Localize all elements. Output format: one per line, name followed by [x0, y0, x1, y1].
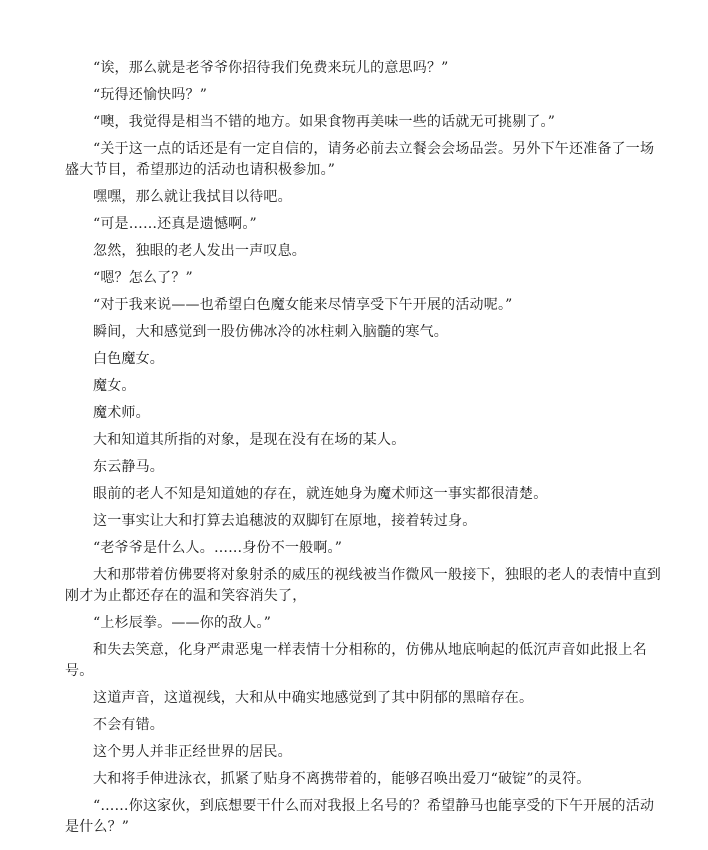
paragraph: 这道声音，这道视线，大和从中确实地感觉到了其中阴郁的黑暗存在。 [93, 690, 534, 706]
paragraph: “上杉辰拳。——你的敌人。” [93, 615, 272, 631]
paragraph: 嘿嘿，那么就让我拭目以待吧。 [93, 189, 292, 205]
paragraph: “老爷爷是什么人。……身份不一般啊。” [93, 540, 343, 556]
paragraph: 瞬间，大和感觉到一股仿佛冰冷的冰柱刺入脑髓的寒气。 [93, 324, 448, 340]
paragraph: “……你这家伙，到底想要干什么而对我报上名号的？希望静马也能享受的下午开展的活动是什么？” [65, 798, 655, 835]
paragraph: 大和将手伸进泳衣，抓紧了贴身不离携带着的，能够召唤出爱刀“破锭”的灵符。 [93, 771, 591, 787]
paragraph: 不会有错。 [93, 717, 164, 733]
paragraph: “可是……还真是遗憾啊。” [93, 216, 257, 232]
paragraph: 白色魔女。 [93, 351, 164, 367]
paragraph: 忽然，独眼的老人发出一声叹息。 [93, 243, 306, 259]
paragraph: 大和知道其所指的对象，是现在没有在场的某人。 [93, 432, 406, 448]
paragraph: “关于这一点的话还是有一定自信的，请务必前去立餐会会场品尝。另外下午还准备了一场盛大节目，希望那边的活动也请积极参加。” [65, 141, 655, 178]
paragraph: “噢，我觉得是相当不错的地方。如果食物再美味一些的话就无可挑剔了。” [93, 114, 556, 130]
paragraph: “诶，那么就是老爷爷你招待我们免费来玩儿的意思吗？” [93, 60, 449, 76]
paragraph: 魔女。 [93, 378, 136, 394]
paragraph: 和失去笑意，化身严肃恶鬼一样表情十分相称的，仿佛从地底响起的低沉声音如此报上名号。 [65, 642, 647, 679]
paragraph: “玩得还愉快吗？” [93, 87, 208, 103]
paragraph: “对于我来说——也希望白色魔女能来尽情享受下午开展的活动呢。” [93, 297, 513, 313]
paragraph: 这一事实让大和打算去追穗波的双脚钉在原地，接着转过身。 [93, 513, 477, 529]
paragraph: 东云静马。 [93, 459, 164, 475]
paragraph: 这个男人并非正经世界的居民。 [93, 744, 292, 760]
paragraph: 魔术师。 [93, 405, 150, 421]
paragraph: 大和那带着仿佛要将对象射杀的威压的视线被当作微风一般接下，独眼的老人的表情中直到刚才为止都还存在的温和笑容消失了， [65, 567, 661, 604]
paragraph: 眼前的老人不知是知道她的存在，就连她身为魔术师这一事实都很清楚。 [93, 486, 548, 502]
paragraph: “嗯？怎么了？” [93, 270, 193, 286]
